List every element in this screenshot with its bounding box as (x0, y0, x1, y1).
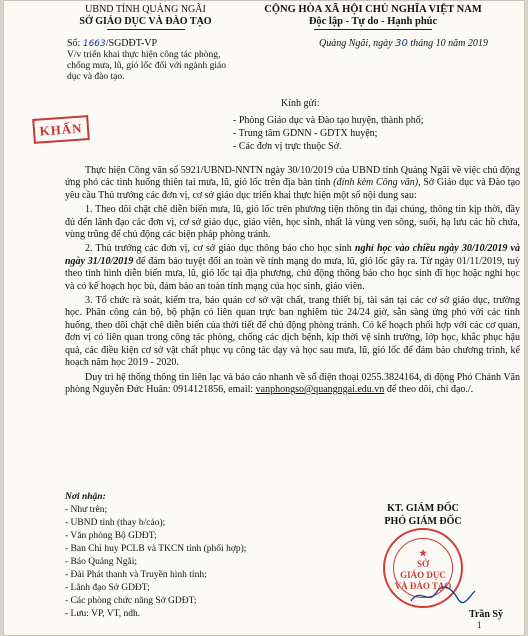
noi-nhan-item: - Lưu: VP, VT, ndh. (65, 609, 141, 619)
noi-nhan-item: - Ban Chỉ huy PCLB và TKCN tỉnh (phối hợp); (65, 544, 247, 554)
kinh-gui-label: Kính gửi: (281, 98, 320, 109)
date-after: tháng 10 năm 2019 (410, 38, 488, 49)
urgent-stamp: KHẨN (32, 115, 90, 144)
nation-line-2: Độc lập - Tự do - Hạnh phúc (308, 16, 438, 27)
intro-text-b: , Sở Giáo dục và Đào tạo yêu cầu Thủ trưởng các đơn vị, cơ sở giáo dục triển khai thực hiện một số nội dung sau: (65, 177, 521, 201)
issuer-header (58, 4, 233, 30)
signature-title-line-1: KT. GIÁM ĐỐC (387, 503, 459, 514)
noi-nhan-item: - Lãnh đạo Sở GDĐT; (65, 583, 150, 593)
signature-title (363, 502, 483, 528)
item2-text-a: 2. Thủ trưởng các đơn vị, cơ sở giáo dục thông báo cho học sinh (85, 243, 355, 255)
contact-text-a: Duy trì hệ thống thông tin liên lạc và báo cáo nhanh về số điện thoại 0255.3824164, di động Phó Chánh Văn phòng Nguyễn Đức Huân: 0914121856, email: (65, 371, 520, 395)
noi-nhan-item: - Báo Quảng Ngãi; (65, 557, 138, 567)
document-page (3, 0, 525, 636)
noi-nhan-item: - Văn phòng Bộ GDĐT; (65, 531, 157, 541)
noi-nhan-heading: Nơi nhận: (65, 492, 106, 502)
document-body (65, 165, 520, 398)
noi-nhan-item: - UBND tỉnh (thay b/cáo); (65, 518, 166, 528)
signer-name: Trần Sỹ (469, 609, 503, 620)
document-number (67, 38, 157, 49)
recipient-item: - Phòng Giáo dục và Đào tạo huyện, thành phố; (233, 115, 424, 126)
page-number: 1 (477, 620, 482, 630)
paragraph-item-3: 3. Tổ chức rà soát, kiểm tra, bảo quản cơ sở vật chất, trang thiết bị, tài sản tại các cơ sở giáo dục, trường học. Phân công cán bộ, bộ phận có liên quan trực ban nghiêm túc 24/24 giờ, sẵn sàng ứng phó với các tình huống, theo dõi chặt chẽ diễn biến của thời tiết để chủ động phòng tránh. Có kế hoạch phối hợp với các cơ quan, đơn vị có liên quan trong công tác phòng, chống các dịch bệnh, kịp thời vệ sinh trường, lớp học, khắc phục hậu quả, các điều kiện cơ sở vật chất phục vụ công tác dạy và học sau mưa, lũ, gió lốc để đảm bảo chương trình, kế hoạch năm học 2019 - 2020. (65, 295, 520, 369)
paragraph-contact (65, 372, 520, 397)
contact-email-link[interactable]: vanphongso@quangngai.edu.vn (255, 383, 385, 395)
noi-nhan-item: - Các phòng chức năng Sở GDĐT; (65, 596, 197, 606)
paragraph-item-1: 1. Theo dõi chặt chẽ diễn biến mưa, lũ, gió lốc trên phương tiện thông tin đại chúng, thông tin kịp thời, đầy đủ đến lãnh đạo các đơn vị, cơ sở giáo dục, giáo viên, học sinh, nhất là vùng ven sông, suối, hạ lưu các hồ chứa, vùng trũng để chủ động các biện pháp phòng tránh. (65, 204, 520, 241)
noi-nhan-item: - Như trên; (65, 505, 108, 515)
nation-underline (314, 29, 432, 30)
intro-italic: (đính kèm Công văn) (333, 177, 419, 189)
nation-line-1: CỘNG HÒA XÃ HỘI CHỦ NGHĨA VIỆT NAM (264, 4, 482, 15)
docno-prefix: Số: (67, 38, 81, 49)
signature-title-line-2: PHÓ GIÁM ĐỐC (384, 516, 462, 527)
national-header (223, 4, 523, 30)
document-subject: V/v triển khai thực hiện công tác phòng, chống mưa, lũ, gió lốc đối với ngành giáo dục và đào tạo. (67, 50, 226, 82)
item2-bold: nghỉ học vào chiều ngày 30/10/2019 và ngày 31/10/2019 (65, 243, 520, 267)
item2-text-b: để đảm bảo tuyệt đối an toàn về tính mạng do mưa, lũ, gió lốc gây ra. Từ ngày 01/11/2019, tuỳ theo tình hình diễn biến mưa, lũ, gió lốc tại địa phương, chủ động thông báo cho học sinh đi học hoặc nghỉ học và có kế hoạch học bù, đảm bảo an toàn tính mạng của học sinh, giáo viên. (65, 255, 520, 292)
paragraph-item-2 (65, 243, 520, 293)
contact-text-b: để theo dõi, chỉ đạo./. (384, 383, 474, 395)
handwritten-signature (408, 585, 478, 607)
issuer-underline (107, 29, 185, 30)
issuer-line-1: UBND TỈNH QUẢNG NGÃI (85, 4, 206, 15)
noi-nhan-item: - Đài Phát thanh và Truyền hình tỉnh; (65, 570, 207, 580)
date-before: Quảng Ngãi, ngày (319, 38, 393, 49)
recipient-item: - Trung tâm GDNN - GDTX huyện; (233, 128, 378, 139)
issuer-line-2: SỞ GIÁO DỤC VÀ ĐÀO TẠO (79, 16, 212, 27)
docno-handwritten: 1663 (82, 39, 106, 49)
intro-text-a: Thực hiện Công văn số 5921/UBND-NNTN ngày 30/10/2019 của UBND tỉnh Quảng Ngãi về việc chủ động ứng phó các tình huống thiên tai mưa, lũ, gió lốc trên địa bàn tỉnh (65, 165, 520, 189)
noi-nhan-block (65, 491, 246, 621)
seal-text: ★ SỞ GIÁO DỤC VÀ ĐÀO TẠO (394, 548, 452, 591)
docno-suffix: /SGDĐT-VP (105, 38, 158, 49)
paragraph-intro (65, 165, 520, 202)
date-line (319, 38, 488, 49)
recipient-list (233, 114, 424, 153)
recipient-item: - Các đơn vị trực thuộc Sở. (233, 141, 342, 152)
date-day-handwritten: 30 (395, 38, 408, 49)
